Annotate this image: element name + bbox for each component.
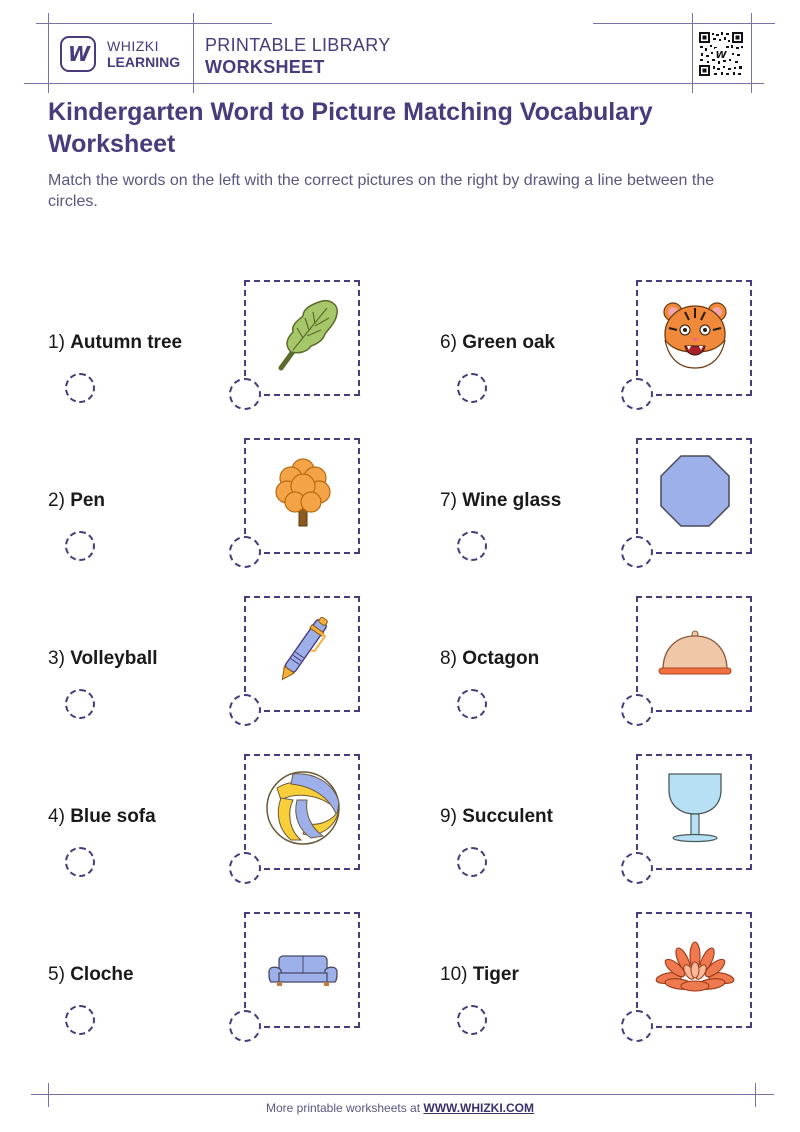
- item-label: 2) Pen: [48, 490, 106, 511]
- picture-circle[interactable]: [621, 1010, 653, 1042]
- item-label: 9) Succulent: [440, 806, 553, 827]
- match-item-4: [48, 754, 378, 884]
- picture-circle[interactable]: [621, 852, 653, 884]
- match-item-7: [440, 438, 770, 568]
- footer-text: More printable worksheets at: [265, 1101, 424, 1115]
- octagon-icon: [655, 452, 735, 532]
- header-rule-top-right: [593, 23, 775, 24]
- picture-circle[interactable]: [229, 536, 261, 568]
- word-circle[interactable]: [65, 689, 95, 719]
- footer-link[interactable]: WWW.WHIZKI.COM: [423, 1101, 535, 1115]
- wine-glass-icon: [655, 768, 735, 848]
- orange-tree-icon: [263, 452, 343, 532]
- item-label: 6) Green oak: [440, 332, 556, 353]
- header-divider-4: [751, 13, 752, 93]
- item-label: 10) Tiger: [440, 964, 519, 985]
- item-label: 5) Cloche: [48, 964, 134, 985]
- match-item-9: [440, 754, 770, 884]
- header-divider-3: [692, 13, 693, 93]
- item-label: 3) Volleyball: [48, 648, 158, 669]
- match-item-8: [440, 596, 770, 726]
- header-rule-bottom: [24, 83, 764, 84]
- word-circle[interactable]: [457, 373, 487, 403]
- picture-circle[interactable]: [621, 378, 653, 410]
- svg-text:W: W: [715, 50, 727, 61]
- header-divider-1: [48, 13, 49, 93]
- header-divider-2: [193, 13, 194, 93]
- library-line2: WORKSHEET: [205, 57, 325, 77]
- word-circle[interactable]: [457, 847, 487, 877]
- library-line1: PRINTABLE LIBRARY: [205, 35, 391, 55]
- picture-circle[interactable]: [621, 536, 653, 568]
- match-item-10: [440, 912, 770, 1042]
- cloche-icon: [655, 610, 735, 690]
- item-label: 8) Octagon: [440, 648, 540, 669]
- word-circle[interactable]: [65, 531, 95, 561]
- word-circle[interactable]: [65, 847, 95, 877]
- brand-bottom: LEARNING: [107, 54, 181, 70]
- word-circle[interactable]: [457, 531, 487, 561]
- item-label: 7) Wine glass: [440, 490, 562, 511]
- word-circle[interactable]: [65, 373, 95, 403]
- match-item-3: [48, 596, 378, 726]
- footer-rule: [31, 1094, 774, 1095]
- picture-circle[interactable]: [229, 852, 261, 884]
- qr-code-icon: [698, 31, 744, 77]
- picture-circle[interactable]: [229, 378, 261, 410]
- brand-name: [107, 38, 180, 70]
- volleyball-icon: [263, 768, 343, 848]
- header-rule-top: [36, 23, 272, 24]
- instructions: Match the words on the left with the correct pictures on the right by drawing a line between the circles.: [48, 172, 715, 210]
- item-label: 1) Autumn tree: [48, 332, 183, 353]
- pen-icon: [263, 610, 343, 690]
- footer: [0, 1101, 800, 1115]
- word-circle[interactable]: [457, 1005, 487, 1035]
- leaf-icon: [263, 294, 343, 374]
- whizki-logo-icon: W: [60, 36, 96, 72]
- brand-top: WHIZKI: [107, 38, 159, 54]
- succulent-icon: [655, 926, 735, 1006]
- picture-circle[interactable]: [229, 694, 261, 726]
- item-label: 4) Blue sofa: [48, 806, 156, 827]
- match-item-1: [48, 280, 378, 410]
- word-circle[interactable]: [65, 1005, 95, 1035]
- tiger-icon: [655, 294, 735, 374]
- word-circle[interactable]: [457, 689, 487, 719]
- picture-circle[interactable]: [229, 1010, 261, 1042]
- picture-circle[interactable]: [621, 694, 653, 726]
- match-item-6: [440, 280, 770, 410]
- match-item-5: [48, 912, 378, 1042]
- library-label: [205, 34, 391, 78]
- match-item-2: [48, 438, 378, 568]
- sofa-icon: [263, 926, 343, 1006]
- page-title: Kindergarten Word to Picture Matching Vocabulary Worksheet: [48, 98, 653, 158]
